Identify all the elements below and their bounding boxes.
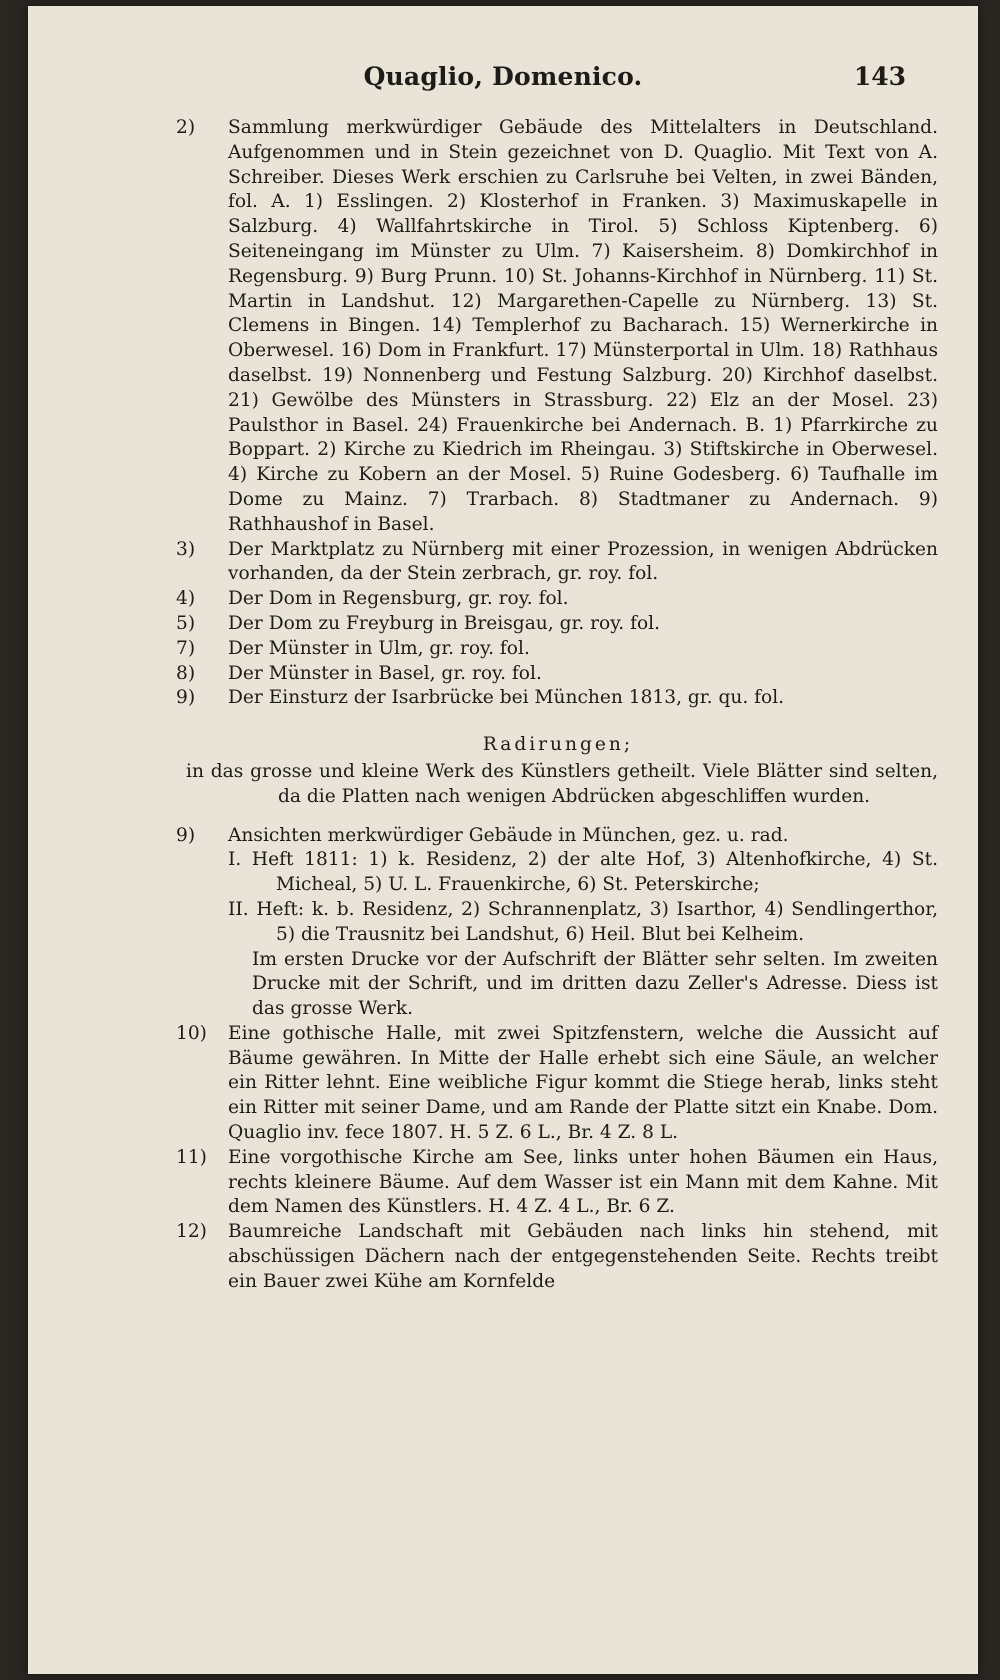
catalog-entry [178, 686, 938, 711]
entry-text: Der Münster in Basel, gr. roy. fol. [228, 662, 542, 684]
catalog-entry [178, 538, 938, 588]
catalog-entry [178, 1022, 938, 1146]
entry-number: 5) [176, 612, 196, 634]
entry-text: Der Marktplatz zu Nürnberg mit einer Prozession, in wenigen Abdrücken vorhanden, da der Stein zerbrach, gr. roy. fol. [228, 538, 938, 585]
entry-text: Ansichten merkwürdiger Gebäude in München, gez. u. rad. [228, 824, 789, 846]
catalog-entry [178, 116, 938, 538]
entry-number: 3) [176, 538, 196, 560]
entry-number: 12) [176, 1221, 207, 1243]
page-body [178, 116, 938, 1295]
page-number: 143 [853, 62, 906, 91]
entry-note: Im ersten Drucke vor der Aufschrift der Blätter sehr selten. Im zweiten Drucke mit der Schrift, und im dritten dazu Zeller's Adresse. Diess ist das grosse Werk. [252, 948, 938, 1020]
catalog-entry [178, 587, 938, 612]
section-heading: Radirungen; [482, 734, 634, 756]
catalog-entry [178, 1146, 938, 1220]
entry-text: Eine vorgothische Kirche am See, links unter hohen Bäumen ein Haus, rechts kleinere Bäume. Auf dem Wasser ist ein Mann mit dem Kahne. Mit dem Namen des Künstlers. H. 4 Z. 4 L., Br. 6 Z. [228, 1146, 938, 1218]
page-header [28, 62, 978, 102]
entry-text: Eine gothische Halle, mit zwei Spitzfenstern, welche die Aussicht auf Bäume gewähren. In Mitte der Halle erhebt sich eine Säule, an welcher ein Ritter lehnt. Eine weibliche Figur kommt die Stiege herab, links steht ein Ritter mit seiner Dame, und am Rande der Platte sitzt ein Knabe. Dom. Quaglio inv. fece 1807. H. 5 Z. 6 L., Br. 4 Z. 8 L. [228, 1022, 938, 1144]
catalog-entry [178, 1220, 938, 1294]
entry-number: 2) [176, 117, 196, 138]
entry-text: Sammlung merkwürdiger Gebäude des Mittelalters in Deutschland. Aufgenommen und in Stein gezeichnet von D. Quaglio. Mit Text von A. Schreiber. Dieses Werk erschien zu Carlsruhe bei Velten, in zwei Bänden, fol. A. 1) Esslingen. 2) Klosterhof in Franken. 3) Maximuskapelle in Salzburg. 4) Wallfahrtskirche in Tirol. 5) Schloss Kiptenberg. 6) Seiteneingang im Münster zu Ulm. 7) Kaisersheim. 8) Domkirchhof in Regensburg. 9) Burg Prunn. 10) St. Johanns-Kirchhof in Nürnberg. 11) St. Martin in Landshut. 12) Margarethen-Capelle zu Nürnberg. 13) St. Clemens in Bingen. 14) Templerhof zu Bacharach. 15) Wernerkirche in Oberwesel. 16) Dom in Frankfurt. 17) Münsterportal in Ulm. 18) Rathhaus daselbst. 19) Nonnenberg und Festung Salzburg. 20) Kirchhof daselbst. 21) Gewölbe des Münsters in Strassburg. 22) Elz an der Mosel. 23) Paulsthor in Basel. 24) Frauenkirche bei Andernach. B. 1) Pfarrkirche zu Boppart. 2) Kirche zu Kiedrich im Rheingau. 3) Stiftskirche in Oberwesel. 4) Kirche zu Kobern an der Mosel. 5) Ruine Godesberg. 6) Taufhalle im Dome zu Mainz. 7) Trarbach. 8) Stadtmaner zu Andernach. 9) Rathhaushof in Basel. [228, 117, 938, 535]
book-page [28, 6, 978, 1674]
entry-number: 11) [176, 1146, 207, 1168]
catalog-entry [178, 824, 938, 1022]
catalog-entry [178, 612, 938, 637]
catalog-entry [178, 662, 938, 687]
entry-number: 9) [176, 824, 196, 846]
entry-text: Der Dom in Regensburg, gr. roy. fol. [228, 588, 569, 610]
entry-subpart: II. Heft: k. b. Residenz, 2) Schrannenplatz, 3) Isarthor, 4) Sendlingerthor, 5) die Trausnitz bei Landshut, 6) Heil. Blut bei Kelheim. [228, 898, 938, 945]
entry-number: 7) [176, 637, 196, 659]
section-note: in das grosse und kleine Werk des Künstlers getheilt. Viele Blätter sind selten, da die Platten nach wenigen Abdrücken abgeschliffen wurden. [186, 760, 938, 807]
entry-number: 10) [176, 1022, 207, 1044]
entry-number: 4) [176, 588, 196, 610]
catalog-entry [178, 637, 938, 662]
entry-subpart: I. Heft 1811: 1) k. Residenz, 2) der alte Hof, 3) Altenhofkirche, 4) St. Micheal, 5) U. L. Frauenkirche, 6) St. Peterskirche; [228, 849, 938, 896]
entry-text: Baumreiche Landschaft mit Gebäuden nach links hin stehend, mit abschüssigen Dächern nach der entgegenstehenden Seite. Rechts treibt ein Bauer zwei Kühe am Kornfelde [228, 1221, 938, 1292]
entry-text: Der Einsturz der Isarbrücke bei München 1813, gr. qu. fol. [228, 687, 785, 709]
entry-text: Der Münster in Ulm, gr. roy. fol. [228, 637, 530, 659]
section-note-block [178, 760, 938, 810]
entry-number: 9) [176, 687, 196, 709]
running-title: Quaglio, Domenico. [363, 62, 643, 91]
entry-text: Der Dom zu Freyburg in Breisgau, gr. roy. fol. [228, 612, 661, 634]
entry-number: 8) [176, 662, 196, 684]
